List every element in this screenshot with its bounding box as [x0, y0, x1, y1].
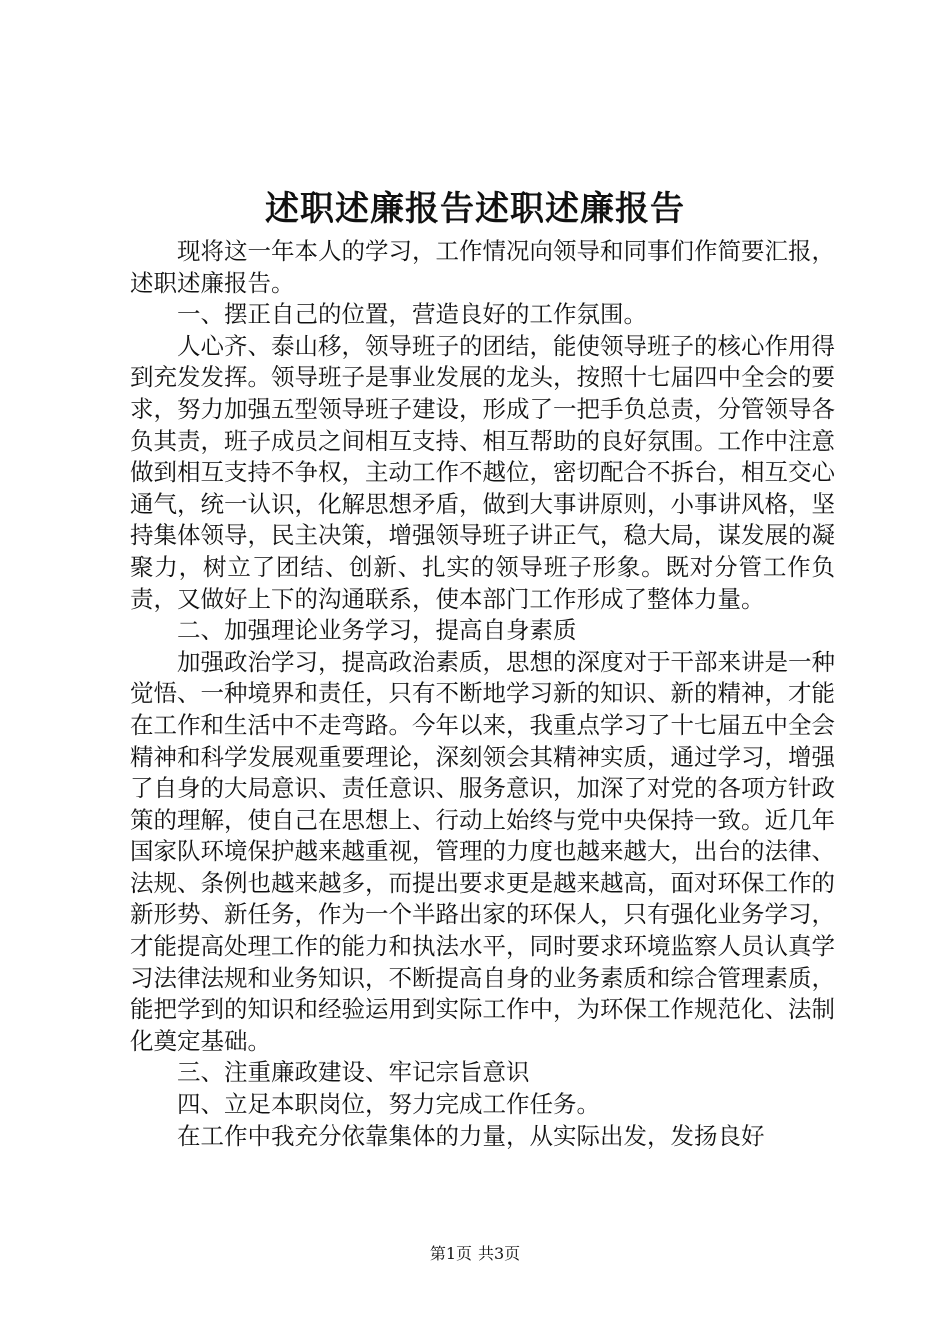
paragraph-intro: 现将这一年本人的学习，工作情况向领导和同事们作简要汇报，述职述廉报告。: [130, 237, 835, 297]
section-heading-1: 一、摆正自己的位置，营造良好的工作氛围。: [177, 300, 647, 329]
document-title: 述职述廉报告述职述廉报告: [265, 189, 685, 229]
document-body: [130, 236, 835, 1152]
page-total: 共3页: [478, 1244, 521, 1263]
paragraph-section-2: 加强政治学习，提高政治素质，思想的深度对于干部来讲是一种觉悟、一种境界和责任，只有不断地学习新的知识、新的精神，才能在工作和生活中不走弯路。今年以来，我重点学习了十七届五中全会精神和科学发展观重要理论，深刻领会其精神实质，通过学习，增强了自身的大局意识、责任意识、服务意识，加深了对党的各项方针政策的理解，使自己在思想上、行动上始终与党中央保持一致。近几年国家队环境保护越来越重视，管理的力度也越来越大，出台的法律、法规、条例也越来越多，而提出要求更是越来越高，面对环保工作的新形势、新任务，作为一个半路出家的环保人，只有强化业务学习，才能提高处理工作的能力和执法水平，同时要求环境监察人员认真学习法律法规和业务知识，不断提高自身的业务素质和综合管理素质，能把学到的知识和经验运用到实际工作中，为环保工作规范化、法制化奠定基础。: [130, 647, 835, 1055]
paragraph-section-1: 人心齐、泰山移，领导班子的团结，能使领导班子的核心作用得到充发发挥。领导班子是事业发展的龙头，按照十七届四中全会的要求，努力加强五型领导班子建设，形成了一把手负总责，分管领导各负其责，班子成员之间相互支持、相互帮助的良好氛围。工作中注意做到相互支持不争权，主动工作不越位，密切配合不拆台，相互交心通气，统一认识，化解思想矛盾，做到大事讲原则，小事讲风格，坚持集体领导，民主决策，增强领导班子讲正气，稳大局，谋发展的凝聚力，树立了团结、创新、扎实的领导班子形象。既对分管工作负责，又做好上下的沟通联系，使本部门工作形成了整体力量。: [130, 331, 835, 613]
page-footer: [0, 1243, 950, 1265]
paragraph-section-4: 在工作中我充分依靠集体的力量，从实际出发，发扬良好: [177, 1121, 765, 1150]
section-heading-3: 三、注重廉政建设、牢记宗旨意识: [177, 1058, 530, 1087]
section-heading-4: 四、立足本职岗位，努力完成工作任务。: [177, 1090, 600, 1119]
page-number: 第1页: [429, 1244, 472, 1263]
section-heading-2: 二、加强理论业务学习，提高自身素质: [177, 616, 577, 645]
